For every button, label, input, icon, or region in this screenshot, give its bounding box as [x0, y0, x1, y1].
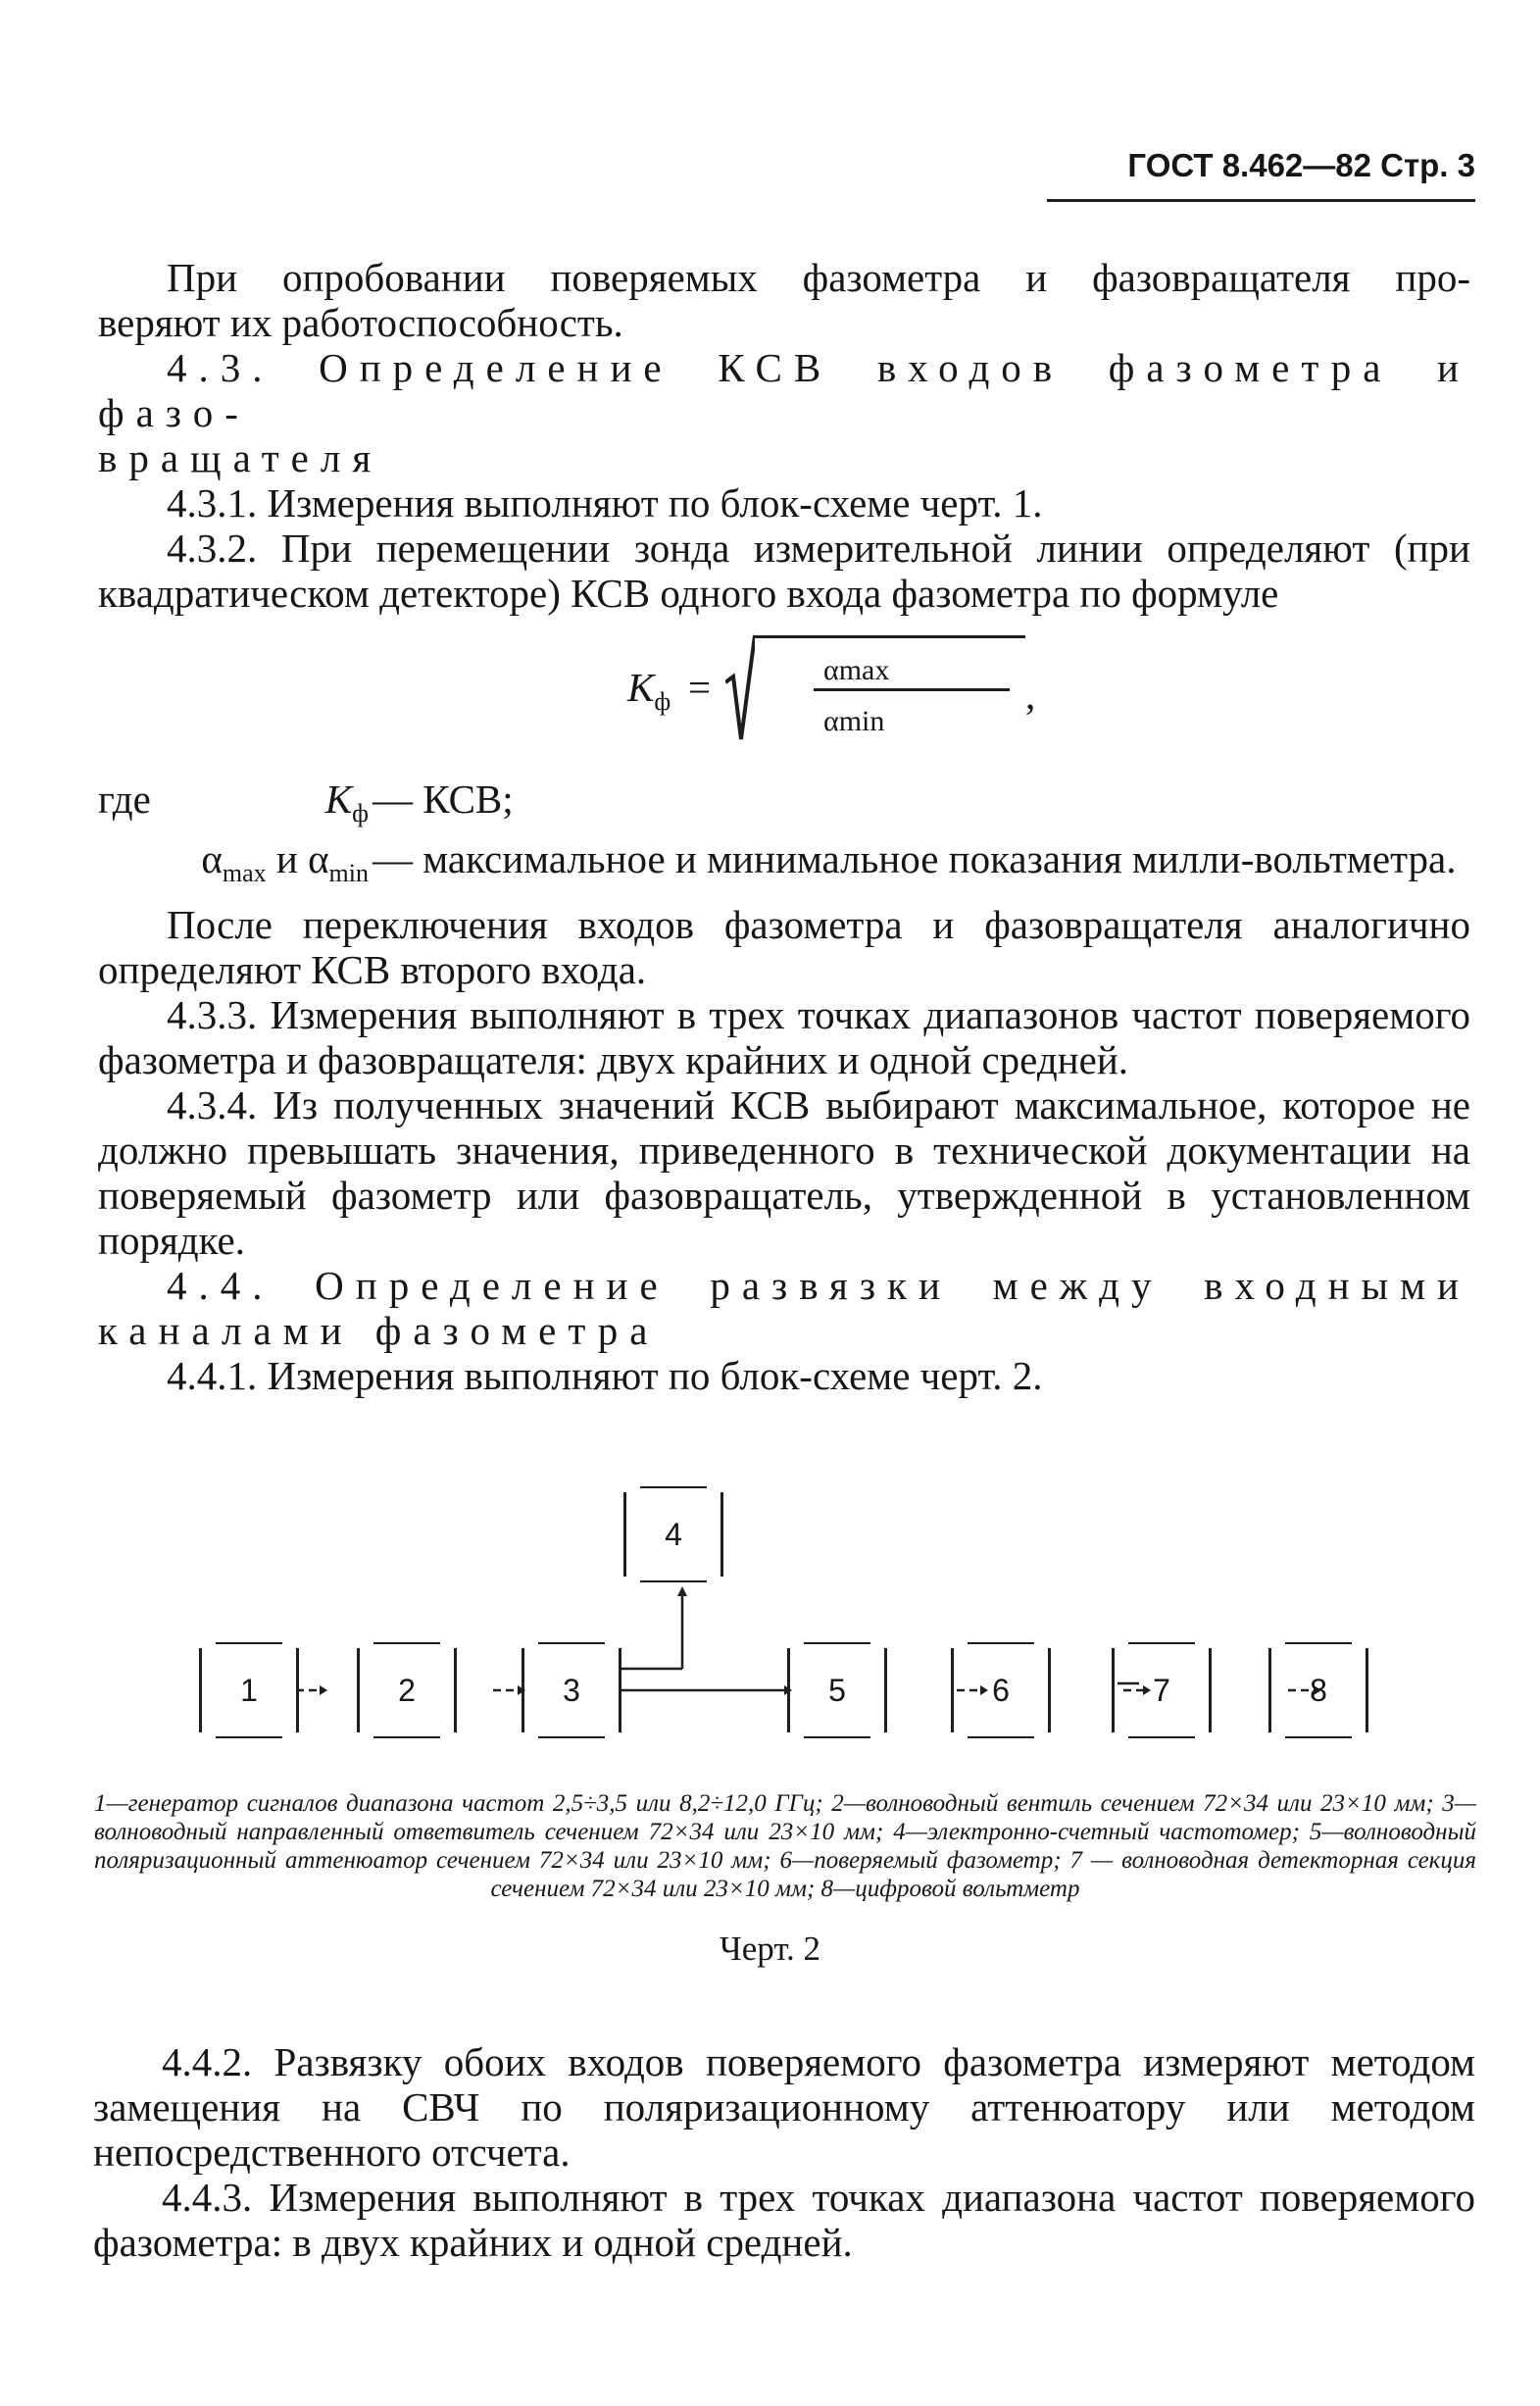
section-heading-4-4: 4.4. Определение развязки между входными: [167, 1263, 1470, 1309]
running-head: ГОСТ 8.462—82 Стр. 3: [1127, 147, 1475, 183]
paragraph-4-4-2: 4.4.2. Развязку обоих входов поверяемого фазометра измеряют методом замещения на СВЧ по поляризационному аттенюатору или методом непосредственного отсчета.: [93, 2039, 1475, 2175]
block-1-signal-generator: 1: [199, 1648, 299, 1732]
legend-def-alpha: — максимальное и минимальное показания милли-вольтметра.: [373, 836, 1457, 882]
paragraph-4-3-1: 4.3.1. Измерения выполняют по блок-схеме черт. 1.: [167, 480, 1043, 526]
root-vinculum: [755, 635, 1025, 638]
paragraph-4-3-4: 4.3.4. Из полученных значений КСВ выбирают максимальное, которое не должно превышать значения, приведенного в технической документации на поверяемый фазометр или фазовращатель, утвержденной в установленном порядке.: [98, 1082, 1470, 1264]
legend-symbol-alpha: $\alpha_{max}$ и $\alpha_{min}$: [201, 836, 369, 888]
main-text: [98, 255, 1470, 1398]
vswr-formula: [98, 616, 1470, 773]
paragraph-4-3-2: 4.3.2. При перемещении зонда измерительной линии определяют (при квадратическом детекторе) КСВ одного входа фазометра по формуле: [98, 526, 1470, 616]
legend-symbol-k: $K_ф$: [324, 777, 369, 828]
fraction-bar: [814, 688, 1010, 691]
formula-denominator: αmin: [823, 705, 885, 737]
paragraph: При опробовании поверяемых фазометра и фазовращателя про-: [167, 255, 1470, 300]
block-3-directional-coupler: 3: [522, 1648, 621, 1732]
legend-def-k: — КСВ;: [373, 777, 514, 822]
paragraph-4-3-3: 4.3.3. Измерения выполняют в трех точках диапазонов частот поверяемого фазометра и фазовращателя: двух крайних и одной средней.: [98, 992, 1470, 1083]
section-heading-4-4-continuation: каналами фазометра: [98, 1308, 660, 1354]
paragraph-continuation: веряют их работоспособность.: [98, 300, 623, 345]
square-root-sign: [725, 633, 755, 741]
paragraph-4-4-3: 4.4.3. Измерения выполняют в трех точках диапазона частот поверяемого фазометра: в двух крайних и одной средней.: [93, 2175, 1475, 2265]
block-5-polarization-attenuator: 5: [787, 1648, 887, 1732]
figure-caption: 1—генератор сигналов диапазона частот 2,5÷3,5 или 8,2÷12,0 ГГц; 2—волноводный вентиль сечением 72×34 или 23×10 мм; 3—волноводный направленный ответвитель сечением 72×34 или 23×10 мм; 4—электронно-счетный частотомер; 5—волноводный поляризационный аттенюатор сечением 72×34 или 23×10 мм; 6—поверяемый фазометр; 7 — волноводная детекторная секция сечением 72×34 или 23×10 мм; 8—цифровой вольтметр: [94, 1790, 1476, 1902]
figure-label: Черт. 2: [720, 1930, 820, 1968]
block-8-digital-voltmeter: 8: [1268, 1648, 1368, 1732]
section-heading-4-3: 4.3. Определение КСВ входов фазометра и фазо-: [98, 345, 1470, 435]
block-diagram: [196, 1471, 1372, 1765]
where-label: где: [98, 777, 151, 822]
formula-numerator: αmax: [823, 654, 890, 686]
formula-comma: ,: [1025, 673, 1036, 718]
block-4-frequency-counter: 4: [623, 1492, 723, 1577]
paragraph: После переключения входов фазометра и фазовращателя аналогично определяют КСВ второго входа.: [98, 902, 1470, 993]
formula-legend: [98, 777, 1470, 896]
formula-equals: =: [688, 665, 712, 710]
main-text-continued: [93, 2039, 1475, 2265]
paragraph-4-4-1: 4.4.1. Измерения выполняют по блок-схеме черт. 2.: [167, 1353, 1043, 1399]
block-2-waveguide-isolator: 2: [357, 1648, 457, 1732]
section-heading-4-3-continuation: вращателя: [98, 435, 383, 480]
header-rule: [1047, 199, 1475, 202]
formula-lhs: $K_ф$: [627, 665, 671, 717]
block-6-phase-meter: 6: [951, 1648, 1051, 1732]
block-7-detector-section: 7: [1112, 1648, 1212, 1732]
